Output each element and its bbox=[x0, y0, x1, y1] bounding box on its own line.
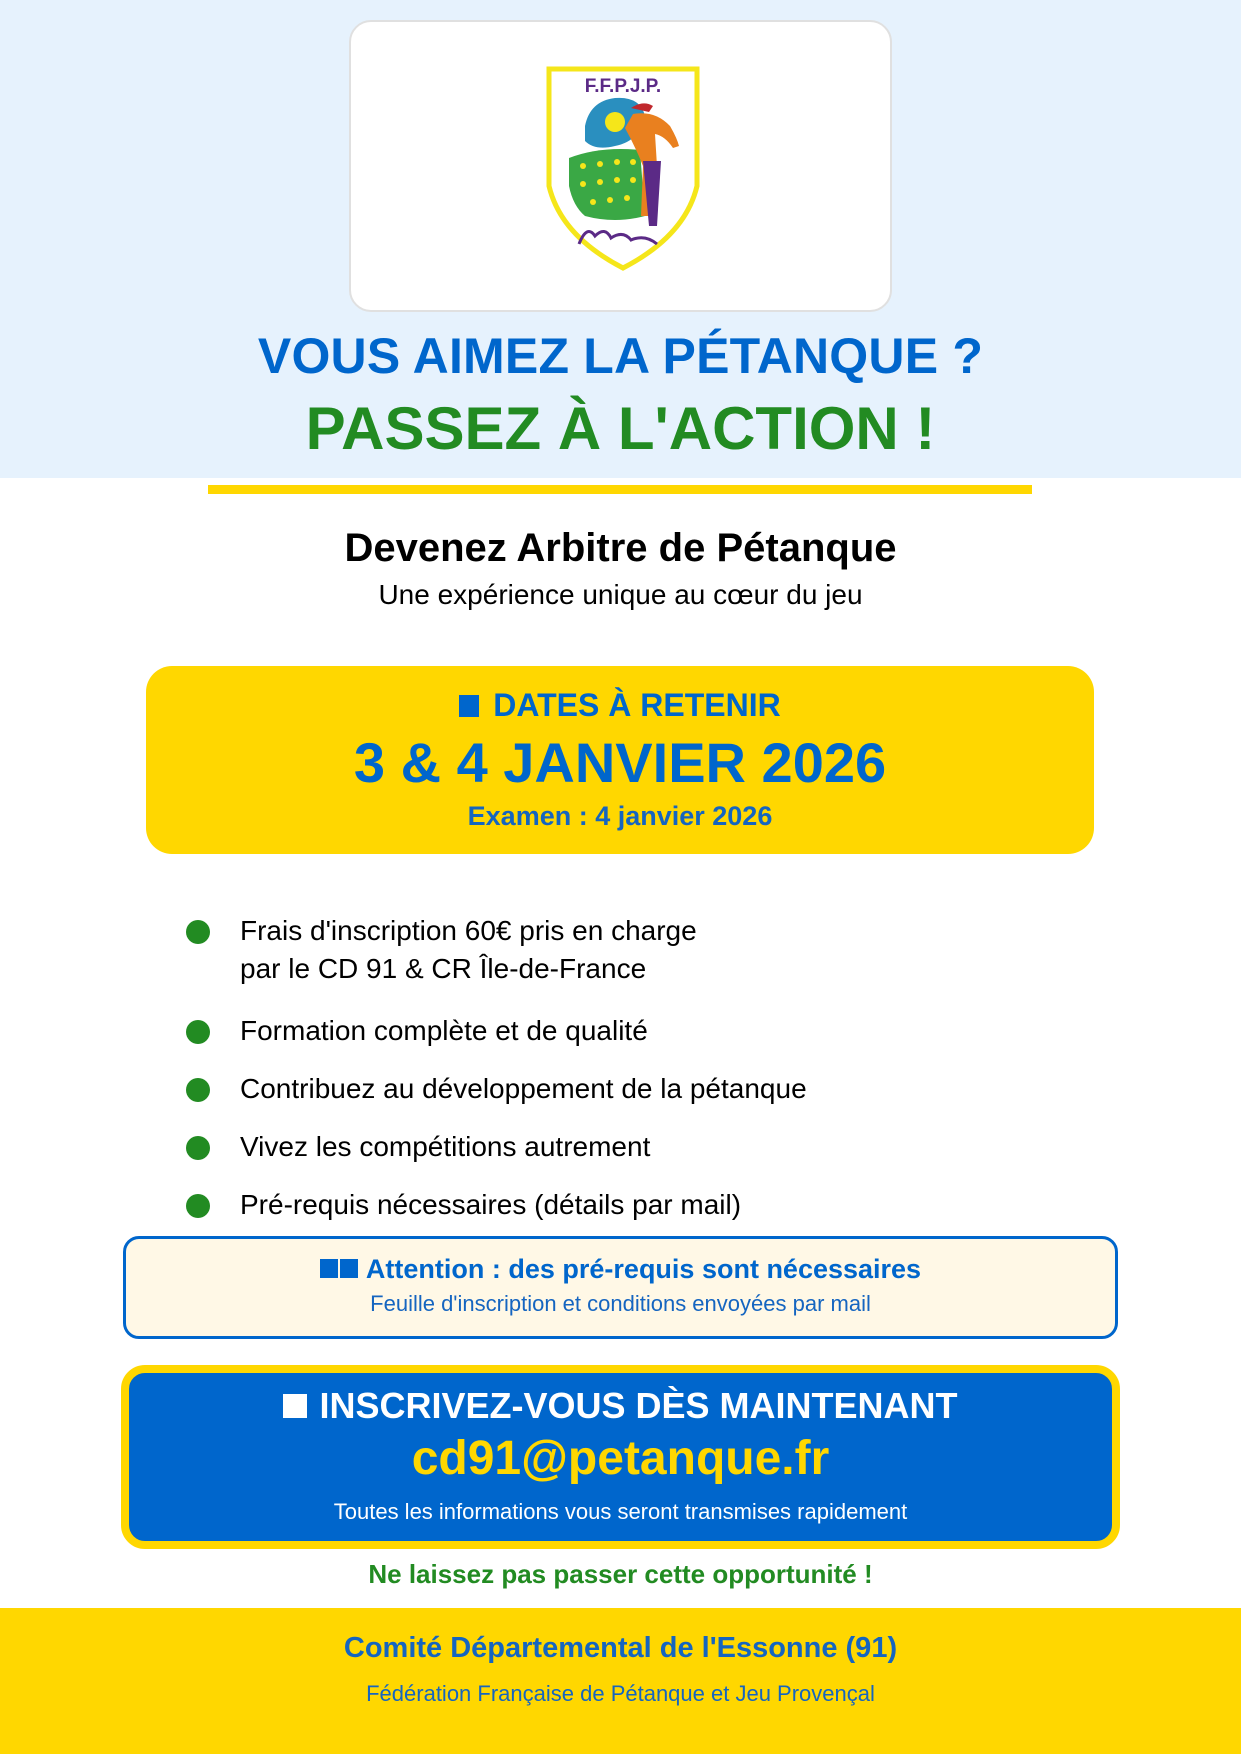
benefit-item bbox=[186, 1070, 1086, 1128]
benefit-item bbox=[186, 1128, 1086, 1186]
square-icon bbox=[459, 695, 479, 717]
cta-note: Toutes les informations vous seront transmises rapidement bbox=[333, 1499, 908, 1524]
headline-question: VOUS AIMEZ LA PÉTANQUE ? bbox=[257, 328, 984, 384]
dates-box bbox=[146, 666, 1094, 854]
benefit-text: Pré-requis nécessaires (détails par mail) bbox=[240, 1189, 742, 1220]
benefit-text: Contribuez au développement de la pétanque bbox=[240, 1073, 807, 1104]
warning-square-icon bbox=[320, 1259, 338, 1278]
benefit-text: Vivez les compétitions autrement bbox=[240, 1131, 651, 1162]
benefit-text-line2: par le CD 91 & CR Île-de-France bbox=[240, 953, 647, 984]
exam-date: Examen : 4 janvier 2026 bbox=[467, 801, 773, 831]
warning-square-icon bbox=[340, 1259, 358, 1278]
footer-federation: Fédération Française de Pétanque et Jeu Provençal bbox=[366, 1681, 875, 1706]
dates-label: DATES À RETENIR bbox=[493, 687, 781, 723]
green-bullet-icon bbox=[186, 920, 210, 944]
benefit-text: Formation complète et de qualité bbox=[240, 1015, 648, 1046]
intro-title: Devenez Arbitre de Pétanque bbox=[344, 526, 897, 570]
cta-title: INSCRIVEZ-VOUS DÈS MAINTENANT bbox=[319, 1385, 958, 1426]
attention-box bbox=[123, 1236, 1118, 1339]
benefit-item bbox=[186, 1012, 1086, 1070]
square-icon bbox=[283, 1394, 307, 1418]
dates-label-row bbox=[146, 686, 1094, 724]
attention-subtitle: Feuille d'inscription et conditions envoyées par mail bbox=[370, 1291, 871, 1316]
green-bullet-icon bbox=[186, 1078, 210, 1102]
benefit-item bbox=[186, 912, 1086, 1012]
benefit-text: Frais d'inscription 60€ pris en charge bbox=[240, 915, 697, 946]
urge-message: Ne laissez pas passer cette opportunité ! bbox=[368, 1559, 873, 1589]
attention-title: Attention : des pré-requis sont nécessaires bbox=[365, 1254, 922, 1284]
contact-email-link[interactable]: cd91@petanque.fr bbox=[411, 1432, 830, 1485]
yellow-divider bbox=[208, 485, 1032, 494]
cta-title-row bbox=[129, 1385, 1112, 1427]
green-bullet-icon bbox=[186, 1194, 210, 1218]
footer-organization: Comité Départemental de l'Essonne (91) bbox=[343, 1632, 898, 1664]
dates-main: 3 & 4 JANVIER 2026 bbox=[353, 731, 887, 794]
footer bbox=[0, 1608, 1241, 1754]
intro-tagline: Une expérience unique au cœur du jeu bbox=[378, 579, 863, 610]
headline-call-to-action: PASSEZ À L'ACTION ! bbox=[305, 395, 936, 462]
benefits-list bbox=[186, 912, 1086, 1224]
attention-title-row bbox=[126, 1253, 1115, 1285]
benefit-item bbox=[186, 1186, 1086, 1224]
green-bullet-icon bbox=[186, 1136, 210, 1160]
signup-cta-box bbox=[121, 1365, 1120, 1549]
ffpjp-essonne-logo bbox=[545, 66, 701, 271]
logo-text: F.F.P.J.P. bbox=[584, 76, 662, 97]
green-bullet-icon bbox=[186, 1020, 210, 1044]
